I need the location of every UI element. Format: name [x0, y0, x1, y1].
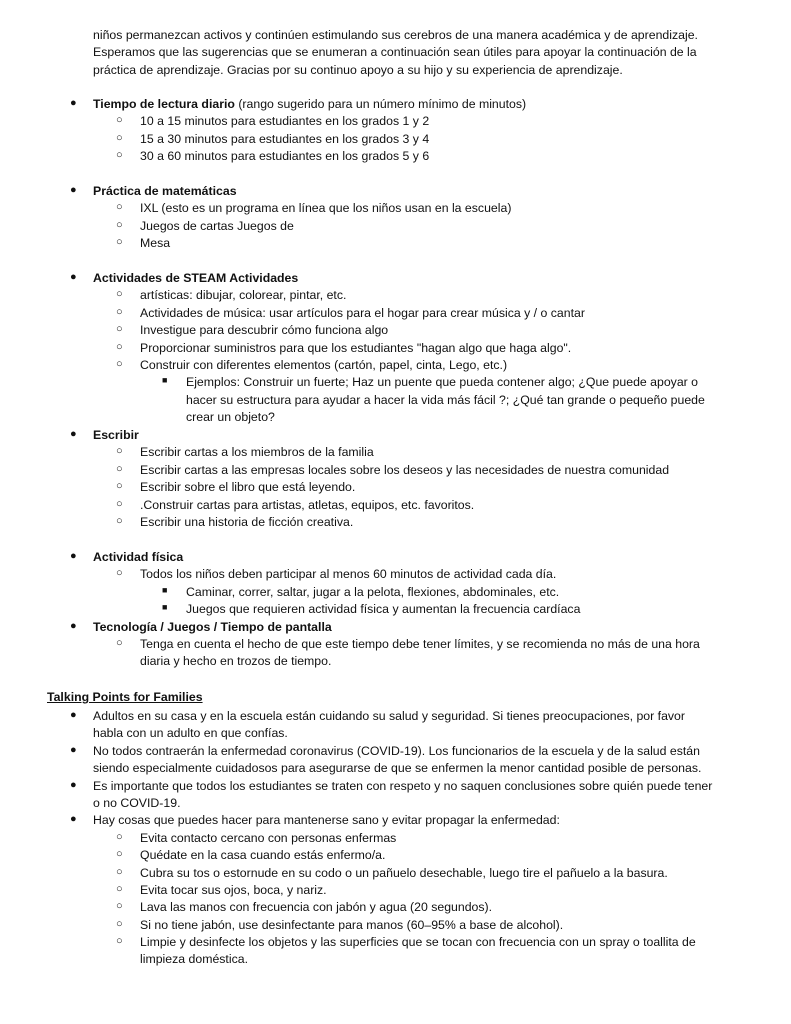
example-line: hacer su estructura para ayudar a hacer la vida más fácil ?; ¿Qué tan grande o pequeño puede [186, 392, 705, 407]
list-item: Juegos de cartas Juegos de [140, 218, 294, 233]
bullet-icon: ● [70, 709, 77, 721]
list-item: Quédate en la casa cuando estás enfermo/a. [140, 848, 386, 863]
circle-bullet-icon: ○ [116, 357, 123, 370]
list-item: artísticas: dibujar, colorear, pintar, etc. [140, 288, 347, 303]
circle-bullet-icon: ○ [116, 236, 123, 249]
intro-line: Esperamos que las sugerencias que se enumeran a continuación sean útiles para apoyar la continuación de la [93, 45, 697, 60]
circle-bullet-icon: ○ [116, 935, 123, 948]
list-item: Proporcionar suministros para que los estudiantes "hagan algo que haga algo". [140, 340, 572, 355]
list-item: Caminar, correr, saltar, jugar a la pelota, flexiones, abdominales, etc. [186, 584, 560, 599]
list-item: Actividades de música: usar artículos para el hogar para crear música y / o cantar [140, 305, 585, 320]
square-bullet-icon: ■ [162, 602, 168, 613]
circle-bullet-icon: ○ [116, 340, 123, 353]
writing-title: Escribir [93, 428, 139, 442]
list-item: .Construir cartas para artistas, atletas, equipos, etc. favoritos. [140, 497, 475, 512]
circle-bullet-icon: ○ [116, 900, 123, 913]
example-line: crear un objeto? [186, 410, 275, 425]
bullet-icon: ● [70, 428, 77, 440]
circle-bullet-icon: ○ [116, 218, 123, 231]
circle-bullet-icon: ○ [116, 445, 123, 458]
paragraph-line: Hay cosas que puedes hacer para mantenerse sano y evitar propagar la enfermedad: [93, 813, 560, 828]
circle-bullet-icon: ○ [116, 131, 123, 144]
example-line: Ejemplos: Construir un fuerte; Haz un puente que pueda contener algo; ¿Que puede apoyar o [186, 375, 699, 390]
circle-bullet-icon: ○ [116, 882, 123, 895]
tech-title: Tecnología / Juegos / Tiempo de pantalla [93, 619, 332, 634]
bullet-icon: ● [70, 778, 77, 791]
reading-title: Tiempo de lectura diario [93, 97, 235, 111]
paragraph-line: habla con un adulto en que confías. [93, 726, 288, 741]
circle-bullet-icon: ○ [116, 149, 123, 162]
list-item: Cubra su tos o estornude en su codo o un pañuelo desechable, luego tire el pañuelo a la basura. [140, 865, 668, 880]
math-section [0, 184, 791, 254]
tech-line: Tenga en cuenta el hecho de que este tiempo debe tener límites, y se recomienda no más de una hora [140, 636, 700, 651]
talking-points-heading: Talking Points for Families [47, 690, 203, 704]
circle-bullet-icon: ○ [116, 114, 123, 127]
list-item: Si no tiene jabón, use desinfectante para manos (60–95% a base de alcohol). [140, 917, 564, 932]
paragraph-line: No todos contraerán la enfermedad coronavirus (COVID-19). Los funcionarios de la escuela y de la salud están [93, 743, 700, 758]
talking-points-list [0, 709, 791, 970]
list-item: IXL (esto es un programa en línea que los niños usan en la escuela) [140, 201, 512, 216]
list-item: 15 a 30 minutos para estudiantes en los grados 3 y 4 [140, 131, 430, 146]
bullet-icon: ● [70, 271, 77, 283]
list-item: 10 a 15 minutos para estudiantes en los grados 1 y 2 [140, 114, 430, 129]
tech-line: diaria y hecho en trozos de tiempo. [140, 654, 332, 669]
list-item: Escribir cartas a los miembros de la familia [140, 445, 374, 460]
square-bullet-icon: ■ [162, 584, 168, 595]
bullet-icon: ● [70, 97, 77, 109]
bullet-icon: ● [70, 619, 77, 632]
paragraph-line: Es importante que todos los estudiantes se traten con respeto y no saquen conclusiones sobre quién puede tener [93, 778, 713, 793]
list-item: Limpie y desinfecte los objetos y las superficies que se tocan con frecuencia con un spray o toallita de [140, 935, 696, 950]
square-bullet-icon: ■ [162, 375, 168, 386]
circle-bullet-icon: ○ [116, 201, 123, 214]
list-item: Mesa [140, 236, 171, 251]
bullet-icon: ● [70, 550, 77, 562]
intro-line: práctica de aprendizaje. Gracias por su continuo apoyo a su hijo y su experiencia de aprendizaje. [93, 62, 623, 77]
circle-bullet-icon: ○ [116, 636, 123, 649]
intro-line: niños permanezcan activos y continúen estimulando sus cerebros de una manera académica y de aprendizaje. [93, 28, 698, 42]
list-item: Escribir cartas a las empresas locales sobre los deseos y las necesidades de nuestra comunidad [140, 462, 670, 477]
bullet-icon: ● [70, 743, 77, 756]
list-item: limpieza doméstica. [140, 952, 248, 967]
list-item: Evita contacto cercano con personas enfermas [140, 830, 397, 845]
writing-section [0, 428, 791, 532]
list-item: Escribir una historia de ficción creativa. [140, 514, 354, 529]
intro-paragraph [93, 27, 743, 79]
physical-section [0, 550, 791, 672]
list-item: Juegos que requieren actividad física y aumentan la frecuencia cardíaca [186, 602, 581, 617]
paragraph-line: Adultos en su casa y en la escuela están cuidando su salud y seguridad. Si tienes preocupaciones, por favor [93, 709, 685, 723]
list-item: Construir con diferentes elementos (cartón, papel, cinta, Lego, etc.) [140, 357, 508, 372]
reading-note: (rango sugerido para un número mínimo de minutos) [234, 97, 527, 111]
steam-section [0, 271, 791, 428]
circle-bullet-icon: ○ [116, 305, 123, 318]
steam-title: Actividades de STEAM Actividades [93, 271, 299, 285]
circle-bullet-icon: ○ [116, 848, 123, 861]
list-item: Lava las manos con frecuencia con jabón y agua (20 segundos). [140, 900, 493, 915]
bullet-icon: ● [70, 184, 77, 196]
circle-bullet-icon: ○ [116, 497, 123, 510]
list-item: Escribir sobre el libro que está leyendo. [140, 480, 356, 495]
circle-bullet-icon: ○ [116, 917, 123, 930]
circle-bullet-icon: ○ [116, 323, 123, 336]
reading-section [0, 97, 791, 167]
physical-title: Actividad física [93, 550, 184, 564]
bullet-icon: ● [70, 813, 77, 826]
circle-bullet-icon: ○ [116, 830, 123, 843]
paragraph-line: siendo especialmente cuidadosos para asegurarse de que se enfermen la menor cantidad posible de personas. [93, 761, 702, 776]
math-title: Práctica de matemáticas [93, 184, 237, 198]
paragraph-line: o no COVID-19. [93, 795, 181, 810]
list-item: Evita tocar sus ojos, boca, y nariz. [140, 882, 327, 897]
list-item: 30 a 60 minutos para estudiantes en los grados 5 y 6 [140, 149, 430, 164]
circle-bullet-icon: ○ [116, 480, 123, 493]
circle-bullet-icon: ○ [116, 567, 123, 580]
circle-bullet-icon: ○ [116, 865, 123, 878]
list-item: Todos los niños deben participar al menos 60 minutos de actividad cada día. [140, 567, 557, 582]
circle-bullet-icon: ○ [116, 288, 123, 301]
list-item: Investigue para descubrir cómo funciona algo [140, 323, 389, 338]
circle-bullet-icon: ○ [116, 514, 123, 527]
circle-bullet-icon: ○ [116, 462, 123, 475]
